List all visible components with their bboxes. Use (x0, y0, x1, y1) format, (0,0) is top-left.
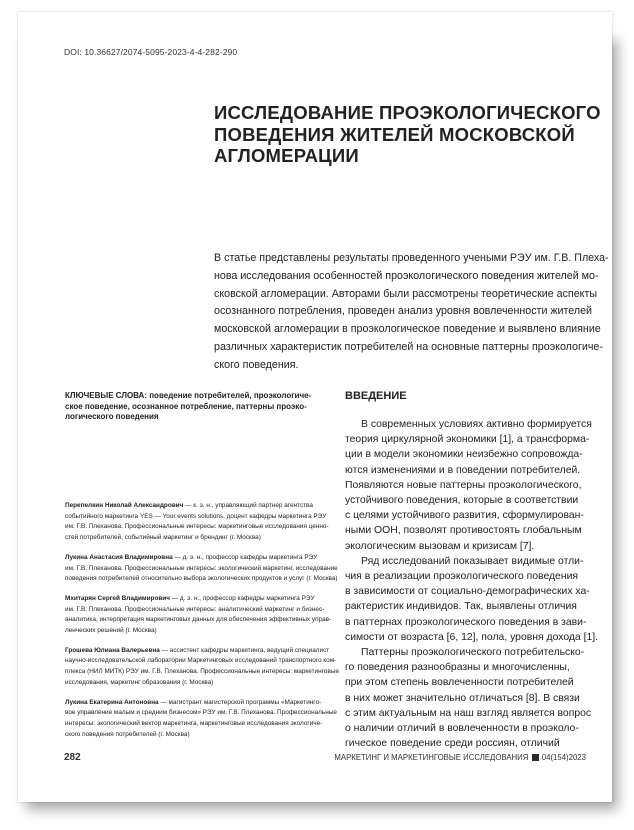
author-line (65, 708, 337, 719)
body-line: в паттернах проэкологического поведения в зави- (345, 616, 587, 628)
author-description: — магистрант магистерской программы «Маркетинго- (158, 698, 322, 706)
body-line: Ряд исследований показывает видимые отли- (361, 555, 584, 567)
author-name: Лукина Екатерина Антоновна (65, 698, 159, 706)
journal-name (334, 753, 586, 762)
author-line (65, 730, 323, 741)
author-line (65, 564, 338, 575)
keywords-line: КЛЮЧЕВЫЕ СЛОВА: поведение потребителей, проэкологиче- (65, 391, 312, 400)
abstract-line: нова исследования особенностей проэкологического поведения жителей мо- (214, 269, 599, 282)
author-description: событийного маркетинга YES — Your events solutions, доцент кафедры маркетинга РЭУ (65, 512, 327, 520)
body-line: рактеристик индивидов. Так, выявлены отличия (345, 601, 577, 613)
author-description: им. Г.В. Плеханова. Профессиональные интересы: экологический маркетинг, исследование (65, 564, 338, 572)
author-line (65, 501, 323, 512)
body-line: В современных условиях активно формируется (361, 419, 592, 430)
author-line (65, 512, 327, 523)
author-line (65, 605, 323, 616)
body-line: гическое поведение среди россиян, отличий (345, 738, 560, 750)
author-entry (65, 646, 339, 689)
author-entry (65, 553, 338, 585)
keywords (65, 391, 320, 423)
abstract-line: сковской агломерации. Авторами были рассмотрены теоретические аспекты (214, 287, 598, 300)
title-line: ИССЛЕДОВАНИЕ ПРОЭКОЛОГИЧЕСКОГО (214, 102, 601, 123)
author-line (65, 615, 332, 626)
title-line: ПОВЕДЕНИЯ ЖИТЕЛЕЙ МОСКОВСКОЙ (214, 123, 575, 145)
journal-page (18, 12, 612, 802)
author-entry (65, 698, 337, 741)
doi[interactable]: DOI: 10.36627/2074-5095-2023-4-4-282-290 (64, 47, 238, 57)
body-line: устойчивого поведения, которые в соответствии (345, 495, 579, 507)
author-line (65, 553, 323, 564)
author-line (65, 533, 323, 544)
body-line: экологическим вызовам и кризисам [7]. (345, 540, 535, 552)
author-entry (65, 501, 329, 544)
author-line (65, 574, 338, 585)
author-description: вое управление малым и средним бизнесом» РЭУ им. Г.В. Плеханова. Профессиональные (65, 709, 337, 717)
body-line: ции в модели экономики неизбежно сопровожда- (345, 449, 583, 461)
author-description: — ассистент кафедры маркетинга, ведущий специалист (159, 646, 330, 654)
body-line: го поведения разнообразны и многочисленны, (345, 662, 570, 674)
author-name: Перепелкин Николай Александрович (65, 502, 184, 509)
author-line (65, 719, 323, 730)
authors-list (65, 501, 339, 749)
abstract-line: московской агломерации в проэкологическое поведение и выявлено влияние (214, 323, 601, 336)
author-description: ского поведения потребителей (г. Москва) (65, 730, 190, 738)
body-line: Появляются новые паттерны проэкологического, (345, 479, 582, 491)
body-line: с этим актуальным на наш взгляд является вопрос (345, 707, 592, 719)
author-line (65, 646, 330, 657)
body-line: в зависимости от социально-демографических ха- (345, 586, 590, 598)
body-line: с целями устойчивого развития, сформулирован- (345, 510, 584, 522)
article-title (214, 102, 601, 167)
body-line: ются изменениями и в поведении потребителей. (345, 464, 581, 476)
author-description: им. Г.В. Плеханова. Профессиональные интересы: маркетинговые исследования ценно- (65, 523, 329, 531)
body-line: в них может значительно отличаться [8]. В связи (345, 692, 580, 704)
author-description: — к. э. н., управляющий партнер агентства (183, 502, 313, 509)
body-line: при этом степень вовлеченности потребителей (345, 677, 574, 689)
abstract-line: ского поведения. (214, 358, 299, 371)
author-line (65, 656, 337, 667)
author-description: научно-исследовательской лаборатории Маркетинговых исследований транспортного ком- (65, 657, 337, 665)
author-description: им. Г.В. Плеханова. Профессиональные интересы: аналитический маркетинг и бизнес- (65, 605, 325, 613)
author-description: плекса (НИЛ МИТК) РЭУ им. Г.В. Плеханова. Профессиональные интересы: маркетинговые (65, 668, 339, 676)
author-description: — д. э. н., профессор кафедры маркетинга РЭУ (169, 594, 315, 602)
square-bullet-icon (532, 754, 539, 761)
body-line: ными ООН, позволят противостоять глобальным (345, 525, 582, 537)
author-description: интересы: экологический вектор маркетинга, маркетинговые исследования экологиче- (65, 719, 323, 727)
author-line (65, 698, 323, 709)
journal-title: МАРКЕТИНГ И МАРКЕТИНГОВЫЕ ИССЛЕДОВАНИЯ (334, 753, 529, 762)
body-text (345, 417, 599, 751)
body-line: о наличии отличий в вовлеченности в проэколо- (345, 723, 579, 735)
section-heading: ВВЕДЕНИЕ (345, 390, 407, 402)
author-description: исследования, маркетинг образования (г. Москва) (65, 678, 214, 686)
author-name: Лукина Анастасия Владимировна (65, 553, 173, 561)
author-description: ленческих решений (г. Москва) (65, 627, 157, 635)
author-name: Мхитарян Сергей Владимирович (65, 594, 170, 602)
page-number: 282 (64, 752, 81, 763)
journal-issue: 04(154)2023 (541, 753, 586, 762)
author-line (65, 678, 323, 689)
keywords-line: логического поведения (65, 412, 159, 422)
author-description: стей потребителей, событийный маркетинг и брендинг (г. Москва) (65, 534, 261, 542)
abstract (214, 250, 609, 375)
body-line: симости от возраста [6, 12], пола, уровня дохода [1]. (345, 631, 599, 643)
body-line: чия в реализации проэкологического поведения (345, 571, 579, 583)
author-line (65, 594, 323, 605)
body-line: теория циркулярной экономики [1], а трансформа- (345, 434, 590, 446)
body-line: Паттерны проэкологического потребительско- (361, 647, 585, 659)
author-description: аналитика, интерпретация маркетинговых данных для обеспечения эффективных управ- (65, 616, 332, 624)
author-entry (65, 594, 332, 637)
abstract-line: различных характеристик потребителей на основные паттерны проэкологиче- (214, 340, 603, 353)
author-name: Грошева Юлиана Валерьевна (65, 646, 160, 654)
author-description: — д. э. н., профессор кафедры маркетинга РЭУ (172, 553, 318, 561)
abstract-line: осознанного потребления, проведен анализ уровня вовлеченности жителей (214, 305, 593, 318)
abstract-line: В статье представлены результаты проведенного учеными РЭУ им. Г.В. Плеха- (214, 252, 609, 264)
keywords-line: ское поведение, осознанное потребление, паттерны проэко- (65, 401, 307, 411)
author-line (65, 522, 329, 533)
title-line: АГЛОМЕРАЦИИ (214, 145, 359, 166)
author-description: поведения потребителей относительно выбора экологических продуктов и услуг (г. Москва) (65, 575, 338, 583)
author-line (65, 626, 323, 637)
author-line (65, 667, 339, 678)
